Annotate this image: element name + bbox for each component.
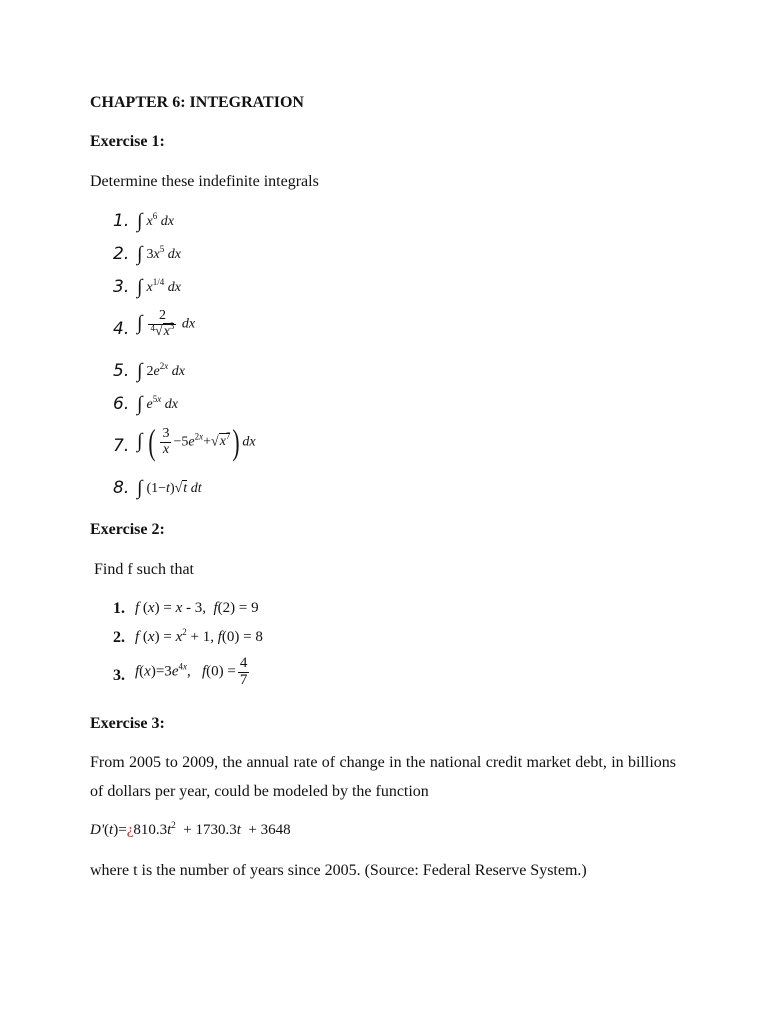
exercise-2-instruction: Find f such that (94, 561, 194, 578)
exercise-1-instruction: Determine these indefinite integrals (90, 173, 319, 190)
ex2-item-1: f (x) = x - 3, f(2) = 9 (135, 600, 259, 616)
ex1-integral-3: ∫ $x^{1/4}$ dx (137, 276, 181, 298)
ex1-integral-6: ∫ $e^{5x}$ dx (137, 393, 178, 415)
ex2-item-number: 3. (113, 667, 125, 684)
ex1-integral-7: ∫ ( $\frac{3}{x}$ $-5e^{2x}+√x^7$) dx (137, 422, 256, 463)
ex1-item-number: 5. (113, 361, 130, 381)
exercise-2-heading: Exercise 2: (90, 521, 165, 538)
ex1-item-number: 7. (113, 436, 130, 456)
ex2-item-number: 1. (113, 600, 125, 617)
chapter-title: CHAPTER 6: INTEGRATION (90, 94, 304, 111)
exercise-3-paragraph: From 2005 to 2009, the annual rate of change in the national credit market debt, in billions of dollars per year, could be modeled by the function (90, 754, 676, 800)
exercise-3-heading: Exercise 3: (90, 715, 165, 732)
ex1-item-number: 1. (113, 211, 130, 231)
exercise-1-heading: Exercise 1: (90, 133, 165, 150)
ex1-item-number: 2. (113, 244, 130, 264)
rate-function: $D'(t)=¿810.3t^2 + 1730.3t + 3648$ (90, 820, 291, 838)
ex2-item-number: 2. (113, 629, 125, 646)
source-line: where t is the number of years since 2005. (Source: Federal Reserve System.) (90, 862, 587, 879)
ex1-integral-2: ∫ $3x^5$ dx (137, 243, 181, 265)
ex1-item-number: 3. (113, 277, 130, 297)
ex2-item-2: f $(x) = x^2 + 1$, f(0) = 8 (135, 627, 263, 645)
ex1-integral-5: ∫ $2e^{2x}$ dx (137, 360, 185, 382)
ex1-item-number: 4. (113, 319, 130, 339)
ex1-integral-4: ∫ $\frac{2}{^4√x^3}$ dx (137, 308, 196, 339)
ex2-item-3: $f(x)=3e^{4x}$, f(0) = $\frac{4}{7}$ (135, 655, 248, 688)
ex1-item-number: 6. (113, 394, 130, 414)
ex1-item-number: 8. (113, 478, 130, 498)
ex1-integral-1: ∫ $x^6$ dx (137, 210, 174, 232)
ex1-integral-8: ∫ (1−t)√t dt (137, 477, 202, 499)
